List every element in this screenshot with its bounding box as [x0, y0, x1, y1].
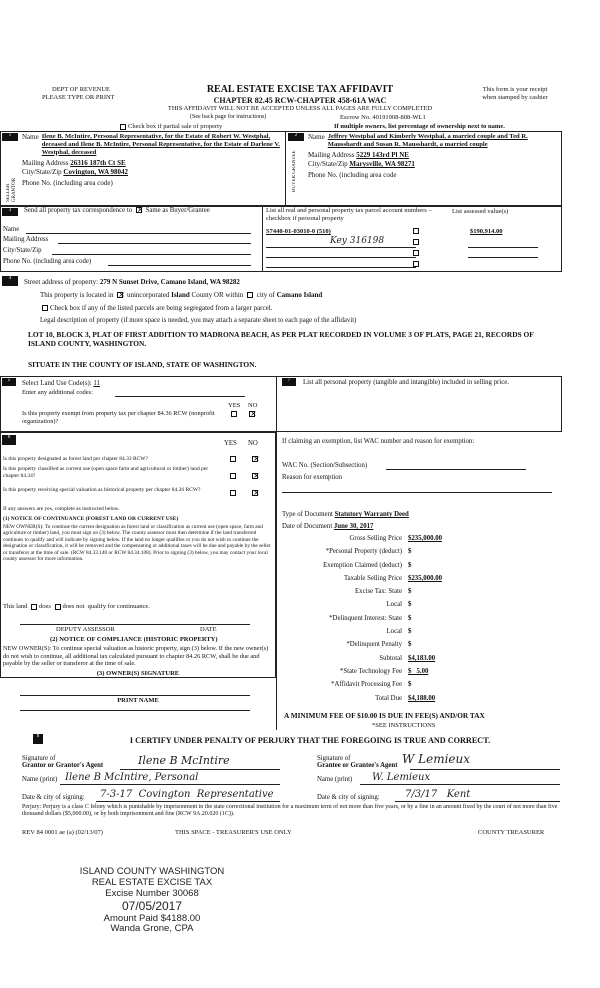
section-2-number: 2 — [288, 133, 304, 141]
s6-no: NO — [248, 440, 258, 447]
minimum-fee-note: A MINIMUM FEE OF $10.00 IS DUE IN FEE(S) AND/OR TAX — [284, 711, 485, 720]
grantee-name-label: Name (print) — [317, 776, 353, 783]
exempt-question: Is this property exempt from property tax per chapter 84.36 RCW (nonprofit organization)? — [22, 410, 215, 425]
unincorporated-checkbox[interactable]: × — [118, 290, 125, 300]
notice-2-text: NEW OWNER(S): To continue special valuation as historic property, sign (3) below. If the new owner(s) do not wish to continue, all additional tax calculated pursuant to chapter 84.26 RCW, shall be due and payable by the seller or transferor at the time of sale. — [3, 645, 269, 668]
tax-row: *Delinquent Interest: State $ — [329, 614, 412, 622]
section-1-number: 1 — [2, 133, 18, 141]
certify-statement: I CERTIFY UNDER PENALTY OF PERJURY THAT THE FOREGOING IS TRUE AND CORRECT. — [129, 736, 491, 745]
partial-sale-checkbox[interactable] — [120, 124, 126, 130]
parcel-number: S7440-01-03010-0 (510) — [266, 228, 331, 235]
see-back: (See back page for instructions) — [190, 114, 267, 120]
historic-no-checkbox[interactable] — [252, 490, 258, 496]
grantee-name: W. Lemieux — [372, 772, 431, 783]
exemption-label: If claiming an exemption, list WAC number and reason for exemption: — [282, 438, 475, 445]
multiple-owners-note: If multiple owners, list percentage of ownership next to name. — [334, 123, 505, 130]
tax-row: *Delinquent Penalty $ — [346, 641, 412, 649]
section-5-number: 5 — [2, 378, 16, 386]
reason-label: Reason for exemption — [282, 474, 343, 481]
form-title: REAL ESTATE EXCISE TAX AFFIDAVIT — [206, 84, 394, 95]
section-6-number: 6 — [2, 435, 16, 445]
s3-city-label: City/State/Zip — [3, 247, 42, 254]
section-3-number: 3 — [2, 208, 18, 216]
legal-description: LOT 10, BLOCK 3, PLAT OF FIRST ADDITION TO MADRONA BEACH, AS PER PLAT RECORDED IN VOLUME 3 OF PLATS, PAGE 21, RECORDS OF ISLAND COUNTY, WASHINGTON. — [28, 330, 534, 348]
escrow-number: Escrow No. 40191908-808-WL1 — [340, 114, 426, 121]
seller-label: SELLER GRANTOR — [6, 177, 17, 202]
owner-signature-label: (3) OWNER(S) SIGNATURE — [96, 670, 180, 677]
seller-city: Covington, WA 98042 — [63, 168, 129, 177]
does-checkbox[interactable] — [31, 604, 37, 610]
current-use-question: Is this property classified as current use (open space farm and agricultural or timber) land per chapter 84.34? — [3, 466, 209, 479]
tax-row: Total Due $4,188.00 — [375, 694, 436, 702]
forest-no-checkbox[interactable] — [252, 456, 258, 462]
land-use-line: Select Land Use Code(s): 11 — [22, 380, 100, 387]
buyer-label: BUYER GRANTEE — [292, 150, 297, 192]
deputy-assessor-label: DEPUTY ASSESSOR — [56, 626, 115, 633]
s5-no: NO — [248, 402, 258, 409]
parcel-3-personal-checkbox[interactable] — [413, 250, 419, 256]
notice-1-title: (1) NOTICE OF CONTINUANCE (FOREST LAND OR CURRENT USE) — [3, 516, 179, 522]
buyer-name: Jeffrey Westphal and Kimberly Westphal, a married couple and Ted R. Mausshardt and Susan R. Mausshardt, a married couple — [327, 133, 528, 148]
segregated-checkbox[interactable] — [42, 305, 48, 311]
doc-date-line: Date of Document June 30, 2017 — [282, 523, 374, 530]
situate-line: SITUATE IN THE COUNTY OF ISLAND, STATE OF WASHINGTON. — [28, 360, 257, 369]
exempt-no-checkbox[interactable] — [249, 411, 255, 417]
buyer-block: Name Jeffrey Westphal and Kimberly Westphal, a married couple and Ted R. Mausshardt and Susan R. Mausshardt, a married couple Mailing Address 5229 143rd Pl NE City/State/Zip Marysville, WA 98271 Phone No. (including area code — [308, 133, 560, 179]
s6-yes: YES — [224, 440, 237, 447]
tax-table — [282, 535, 562, 708]
grantor-name: Ilene B McIntire, Personal — [65, 772, 199, 783]
dept-label: DEPT OF REVENUE PLEASE TYPE OR PRINT — [42, 86, 115, 101]
same-as-buyer-checkbox[interactable]: × — [136, 205, 144, 215]
if-yes-note: If any answers are yes, complete as instructed below. — [3, 506, 120, 512]
seller-address: 26316 187th Ct SE — [70, 158, 126, 167]
form-revision: REV 84 0001 ae (a) (02/13/07) — [22, 829, 103, 836]
parcel-2-personal-checkbox[interactable] — [413, 239, 419, 245]
grantee-sig-label: Signature of Grantee or Grantee's Agent — [317, 755, 398, 770]
grantee-date-label: Date & city of signing: — [317, 794, 380, 801]
grantee-signature: W Lemieux — [402, 752, 471, 766]
segregated-line: Check box if any of the listed parcels are being segregated from a larger parcel. — [40, 304, 272, 312]
personal-property-label: List all personal property (tangible and intangible) included in selling price. — [303, 379, 509, 386]
wac-label: WAC No. (Section/Subsection) — [282, 462, 368, 469]
grantor-name-label: Name (print) — [22, 776, 58, 783]
s5-yes: YES — [228, 402, 241, 409]
assessed-label: List assessed value(s) — [452, 208, 509, 215]
assessed-value: $190,914.00 — [470, 228, 503, 235]
seller-phone: Phone No. (including area code) — [22, 178, 113, 187]
grantor-sig-label: Signature of Grantor or Grantor's Agent — [22, 755, 104, 770]
buyer-city: Marysville, WA 98271 — [349, 160, 415, 169]
tax-row: *Affidavit Processing Fee $ — [331, 681, 412, 689]
parcel-key-handwritten: Key 316198 — [330, 236, 385, 246]
seller-name: Ilene B. McIntire, Personal Representative, for the Estate of Robert W. Westphal, deceased and Ilene B. McIntire, Personal Representative, for the Estate of Darlene V. Westphal, deceased — [41, 133, 280, 156]
buyer-address: 5229 143rd Pl NE — [356, 150, 409, 159]
county-treasurer: COUNTY TREASURER — [478, 829, 545, 836]
current-use-no-checkbox[interactable] — [252, 473, 258, 479]
deputy-date-label: DATE — [200, 626, 217, 633]
perjury-statement: Perjury: Perjury is a class C felony which is punishable by imprisonment in the state correctional institution for a maximum term of not more than five years, or by a fine in an amount fixed by the court of not more than five thousand dollars ($5,000.00), or by both imprisonment and fine (RCW 9A.20.020 (1C)). — [22, 804, 558, 818]
city-checkbox[interactable] — [247, 292, 253, 298]
print-name-label: PRINT NAME — [117, 697, 159, 704]
tax-row: Local $ — [386, 628, 412, 636]
seller-block: Name Ilene B. McIntire, Personal Representative, for the Estate of Robert W. Westphal, deceased and Ilene B. McIntire, Personal Representative, for the Estate of Darlene V. Westphal, deceased Mailing Address 26316 187th Ct SE City/State/Zip Covington, WA 98042 Phone No. (including area code) — [22, 133, 284, 187]
parcel-4-personal-checkbox[interactable] — [413, 261, 419, 267]
treasurer-space: THIS SPACE - TREASURER'S USE ONLY — [175, 829, 292, 836]
notice-1-text: NEW OWNER(S): To continue the current designation as forest land or classification as current use (open space, farm and agriculture or timber) land, you must sign on (3) below. The county assessor must then determine if the land transferred continues to qualify and will indicate by signing below. If the land no longer qualifies or you do not wish to continue the designation or classification, it will be removed and the compensating or additional taxes will be due and payable by the seller or transferor at the time of sale. (RCW 84.33.140 or RCW 84.34.108). Prior to signing (3) below, you may contact your local county assessor for more information. — [3, 524, 271, 563]
tax-row: Local $ — [386, 601, 412, 609]
location-line: This property is located in × unincorporated Island County OR within city of Camano Island — [40, 290, 323, 300]
legal-description-label: Legal description of property (if more space is needed, you may attach a separate sheet to each page of the affidavit) — [40, 317, 357, 324]
tax-row: *Personal Property (deduct) $ — [325, 548, 412, 556]
forest-yes-checkbox[interactable] — [230, 456, 236, 462]
tax-row: *State Technology Fee $ 5.00 — [339, 667, 429, 675]
current-use-yes-checkbox[interactable] — [230, 473, 236, 479]
section-4-number: 4 — [2, 276, 18, 286]
tax-row: Exemption Claimed (deduct) $ — [323, 561, 412, 569]
street-address: Street address of property: 279 N Sunset Drive, Camano Island, WA 98282 — [24, 278, 240, 286]
receipt-note: This form is your receipt when stamped by cashier — [482, 86, 548, 101]
historic-question: Is this property receiving special valuation as historical property per chapter 84.26 RCW? — [3, 487, 201, 493]
exempt-yes-checkbox[interactable] — [231, 411, 237, 417]
tax-row: Gross Selling Price $235,000.00 — [349, 535, 442, 542]
section-7-number: 7 — [282, 378, 296, 386]
see-instructions: *SEE INSTRUCTIONS — [372, 722, 436, 729]
historic-yes-checkbox[interactable] — [230, 490, 236, 496]
s3-phone-label: Phone No. (including area code) — [3, 258, 92, 265]
send-correspondence: Send all property tax correspondence to × Same as Buyer/Grantee — [24, 205, 210, 215]
partial-sale: Check box if partial sale of property — [118, 123, 222, 131]
grantor-signature: Ilene B McIntire — [138, 754, 230, 767]
receipt-stamp: ISLAND COUNTY WASHINGTON REAL ESTATE EXCISE TAX Excise Number 30068 07/05/2017 Amount Paid $4188.00 Wanda Grone, CPA — [79, 866, 225, 935]
doc-type-line: Type of Document Statutory Warranty Deed — [282, 511, 409, 518]
tax-row: Subtotal $4,183.00 — [379, 654, 436, 662]
parcel-list-label: List all real and personal property tax parcel account numbers – checkbox if personal property — [266, 207, 432, 222]
grantor-date: 7-3-17 Covington Representative — [100, 789, 274, 800]
does-not-checkbox[interactable] — [55, 604, 61, 610]
s3-name-label: Name — [3, 226, 20, 233]
tax-row: Taxable Selling Price $235,000.00 — [343, 574, 442, 582]
additional-codes: Enter any additional codes: — [22, 389, 93, 396]
continuance-line: This land does does not qualify for continuance. — [3, 603, 150, 610]
grantee-date: 7/3/17 Kent — [405, 789, 471, 800]
grantor-date-label: Date & city of signing: — [22, 794, 85, 801]
parcel-1-personal-checkbox[interactable] — [413, 228, 419, 234]
tax-row: Excise Tax: State $ — [355, 588, 412, 596]
s3-mailing-label: Mailing Address — [3, 236, 49, 243]
section-8-number: 8 — [33, 734, 43, 744]
not-accepted-notice: THIS AFFIDAVIT WILL NOT BE ACCEPTED UNLESS ALL PAGES ARE FULLY COMPLETED — [167, 105, 433, 112]
notice-2-title: (2) NOTICE OF COMPLIANCE (HISTORIC PROPERTY) — [50, 636, 218, 643]
forest-question: Is this property designated as forest land per chapter 84.33 RCW? — [3, 456, 148, 462]
form-chapter: CHAPTER 82.45 RCW-CHAPTER 458-61A WAC — [213, 96, 387, 105]
buyer-phone: Phone No. (including area code — [308, 170, 397, 179]
